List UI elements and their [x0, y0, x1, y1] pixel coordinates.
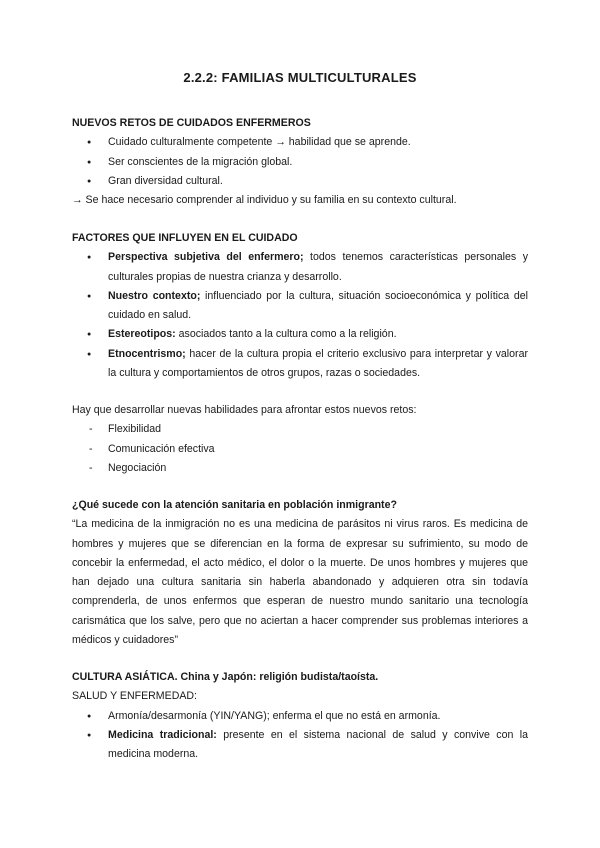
- list-item: [72, 345, 528, 384]
- asiatica-subheading: SALUD Y ENFERMEDAD:: [72, 690, 197, 703]
- section-habilidades: [72, 401, 528, 478]
- list-item: [72, 287, 528, 326]
- list-item: ● Ser conscientes de la migración global.: [72, 153, 528, 172]
- factor-term: Estereotipos:: [108, 328, 176, 341]
- quote-paragraph: “La medicina de la inmigración no es una medicina de parásitos ni virus raros. Es medicina de hombres y mujeres que se diferencian en la forma de expresar su sufrimiento, su modo de concebir la enfermedad, el acto médico, el dolor o la muerte. De unos hombres y mujeres que han dejado una cultura sanitaria sin haberla abandonado y adquieren otra sin todavía comprenderla, de unos enfermos que esperan de nuestro mundo sanitario una tecnología carismática que los salve, pero que no aciertan a hacer comprender sus problemas interiores a médicos y cuidadores”: [72, 518, 528, 647]
- factor-text: hacer de la cultura propia el criterio exclusivo para interpretar y valorar la cultura y comportamientos de otros grupos, razas o sociedades.: [108, 347, 528, 380]
- retos-list: [72, 133, 528, 191]
- section-retos: [72, 114, 528, 210]
- factor-text: todos tenemos características personales y culturales propias de nuestra crianza y desarrollo.: [108, 251, 528, 283]
- section-heading-asiatica: CULTURA ASIÁTICA. China y Japón: religión budista/taoísta.: [72, 671, 379, 683]
- asiatica-text: presente en el sistema nacional de salud y convive con la medicina moderna.: [108, 728, 528, 761]
- list-item: - Flexibilidad: [72, 420, 528, 439]
- list-item: - Comunicación efectiva: [72, 440, 528, 459]
- factor-term: Etnocentrismo;: [108, 347, 186, 360]
- habilidades-intro: Hay que desarrollar nuevas habilidades para afrontar estos nuevos retos:: [72, 404, 417, 416]
- section-inmigrante: [72, 496, 528, 650]
- section-factores: [72, 229, 528, 383]
- list-item: [72, 248, 528, 287]
- asiatica-list: [72, 707, 528, 765]
- list-item: [72, 726, 528, 765]
- list-item: - Negociación: [72, 459, 528, 478]
- list-item: ● Cuidado culturalmente competente → habilidad que se aprende.: [72, 133, 528, 152]
- list-item: ● Gran diversidad cultural.: [72, 172, 528, 191]
- retos-conclusion: → Se hace necesario comprender al individuo y su familia en su contexto cultural.: [72, 194, 457, 207]
- section-heading-factores: FACTORES QUE INFLUYEN EN EL CUIDADO: [72, 232, 298, 244]
- section-asiatica: [72, 668, 528, 764]
- section-heading-inmigrante: ¿Qué sucede con la atención sanitaria en población inmigrante?: [72, 499, 397, 511]
- habilidades-list: [72, 420, 528, 478]
- list-item: [72, 325, 528, 344]
- factores-list: [72, 248, 528, 383]
- list-item: ● Armonía/desarmonía (YIN/YANG); enferma el que no está en armonía.: [72, 707, 528, 726]
- factor-term: Perspectiva subjetiva del enfermero;: [108, 251, 304, 264]
- page-title: 2.2.2: FAMILIAS MULTICULTURALES: [183, 70, 417, 85]
- factor-term: Nuestro contexto;: [108, 289, 201, 302]
- factor-text: influenciado por la cultura, situación socioeconómica y política del cuidado en salud.: [108, 289, 528, 322]
- factor-text: asociados tanto a la cultura como a la religión.: [175, 328, 397, 341]
- asiatica-term: Medicina tradicional:: [108, 728, 217, 741]
- section-heading-retos: NUEVOS RETOS DE CUIDADOS ENFERMEROS: [72, 117, 311, 129]
